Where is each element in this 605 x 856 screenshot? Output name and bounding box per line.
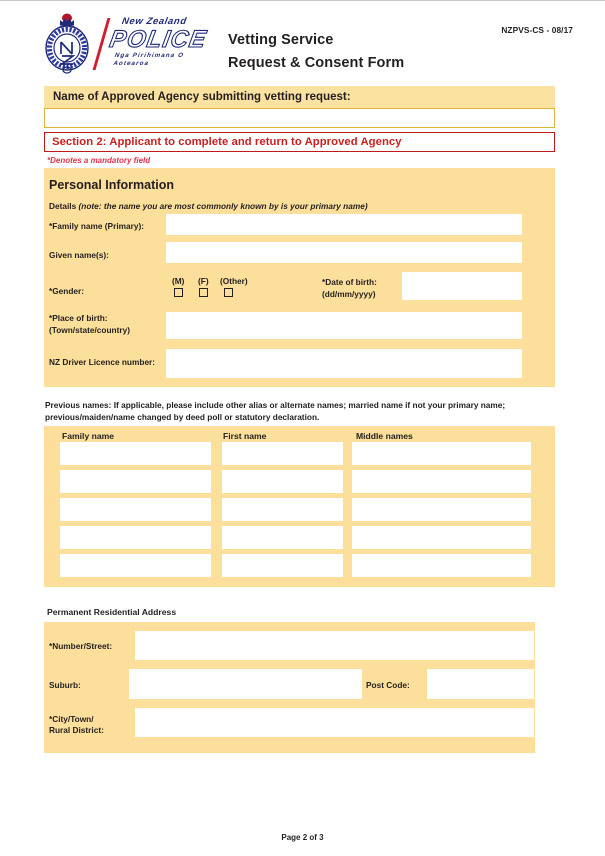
nz-police-logo	[34, 12, 210, 74]
previous-name-family-input-4[interactable]	[60, 526, 211, 549]
agency-name-input[interactable]	[44, 108, 555, 128]
gender-checkbox-female[interactable]	[199, 288, 208, 297]
section-2-banner	[44, 132, 555, 152]
gender-checkbox-male[interactable]	[174, 288, 183, 297]
given-names-label: Given name(s):	[49, 250, 109, 260]
suburb-label: Suburb:	[49, 680, 81, 690]
street-label: *Number/Street:	[49, 641, 113, 651]
place-of-birth-label-line2: (Town/state/country)	[49, 325, 130, 335]
gender-label: *Gender:	[49, 286, 85, 296]
city-label-line1: *City/Town/	[49, 714, 94, 724]
previous-name-middle-input-3[interactable]	[352, 498, 531, 521]
family-name-label: *Family name (Primary):	[49, 221, 144, 231]
previous-name-first-input-4[interactable]	[222, 526, 343, 549]
city-label-line2: Rural District:	[49, 725, 104, 735]
previous-name-middle-input-1[interactable]	[352, 442, 531, 465]
previous-name-family-input-3[interactable]	[60, 498, 211, 521]
previous-names-intro	[45, 400, 557, 423]
place-of-birth-label-line1: *Place of birth:	[49, 313, 108, 323]
street-input[interactable]	[135, 631, 534, 660]
details-prefix: Details	[49, 201, 79, 211]
previous-name-family-input-2[interactable]	[60, 470, 211, 493]
personal-information-heading: Personal Information	[49, 178, 175, 192]
previous-name-middle-input-2[interactable]	[352, 470, 531, 493]
page-footer: Page 2 of 3	[281, 833, 324, 842]
page-title	[228, 29, 404, 75]
previous-name-middle-input-5[interactable]	[352, 554, 531, 577]
date-of-birth-label-line2: (dd/mm/yyyy)	[322, 289, 376, 299]
logo-line-new-zealand: New Zealand	[121, 16, 188, 27]
family-name-input[interactable]	[166, 214, 522, 235]
address-heading: Permanent Residential Address	[47, 607, 177, 617]
logo-line-maori: Nga Pirihimana O Aotearoa	[112, 52, 185, 67]
details-note-line	[49, 201, 368, 212]
driver-licence-label: NZ Driver Licence number:	[49, 357, 156, 367]
previous-names-intro-line1: Previous names: If applicable, please include other alias or alternate names; married name if not your primary name;	[45, 400, 506, 410]
section-2-banner-text: Section 2: Applicant to complete and return to Approved Agency	[52, 136, 402, 148]
agency-name-label: Name of Approved Agency submitting vetting request:	[53, 91, 351, 103]
gender-option-label-female: (F)	[198, 276, 209, 286]
previous-names-intro-line2: previous/maiden/name changed by deed poll or statutory declaration.	[45, 411, 320, 422]
previous-name-family-input-1[interactable]	[60, 442, 211, 465]
logo-wordmark	[107, 16, 214, 68]
previous-names-column-first: First name	[223, 431, 267, 441]
city-input[interactable]	[135, 708, 534, 737]
gender-option-label-other: (Other)	[220, 276, 248, 286]
previous-name-first-input-5[interactable]	[222, 554, 343, 577]
suburb-input[interactable]	[129, 669, 362, 699]
previous-names-column-family: Family name	[62, 431, 115, 441]
agency-name-bar	[44, 86, 555, 108]
title-line-1: Vetting Service	[228, 32, 334, 48]
title-line-2: Request & Consent Form	[228, 55, 405, 71]
mandatory-field-note: *Denotes a mandatory field	[47, 156, 151, 165]
date-of-birth-label-line1: *Date of birth:	[322, 277, 377, 287]
date-of-birth-input[interactable]	[402, 272, 522, 300]
previous-name-first-input-2[interactable]	[222, 470, 343, 493]
page-header	[0, 1, 605, 85]
police-crest-icon	[38, 12, 96, 74]
previous-name-first-input-3[interactable]	[222, 498, 343, 521]
previous-name-family-input-5[interactable]	[60, 554, 211, 577]
gender-checkbox-other[interactable]	[224, 288, 233, 297]
postcode-input[interactable]	[427, 669, 534, 699]
previous-name-middle-input-4[interactable]	[352, 526, 531, 549]
gender-option-label-male: (M)	[172, 276, 185, 286]
document-code: NZPVS-CS - 08/17	[501, 25, 573, 35]
postcode-label: Post Code:	[366, 680, 410, 690]
previous-names-column-middle: Middle names	[356, 431, 413, 441]
place-of-birth-input[interactable]	[166, 312, 522, 339]
given-names-input[interactable]	[166, 242, 522, 263]
previous-name-first-input-1[interactable]	[222, 442, 343, 465]
driver-licence-input[interactable]	[166, 349, 522, 378]
logo-line-police: POLICE	[107, 26, 209, 53]
details-note: (note: the name you are most commonly known by is your primary name)	[78, 201, 368, 211]
